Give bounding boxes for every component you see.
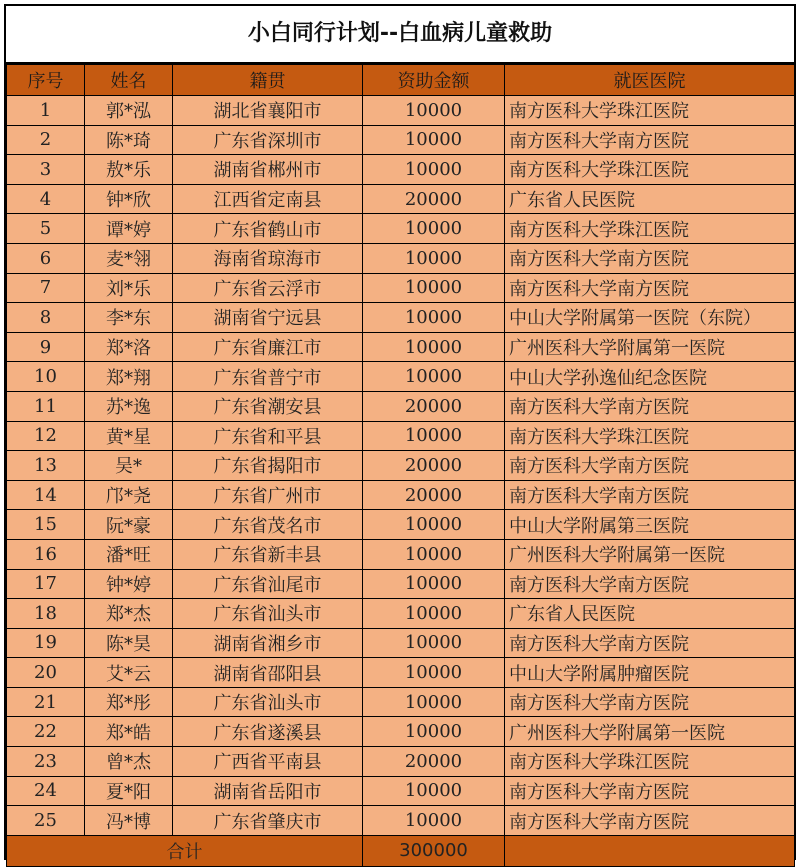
cell-amount: 10000: [363, 243, 505, 273]
table-row: [7, 628, 795, 658]
cell-name: 苏*逸: [85, 391, 173, 421]
cell-hospital: 南方医科大学珠江医院: [505, 421, 795, 451]
cell-index: 13: [7, 451, 85, 481]
cell-name: 艾*云: [85, 658, 173, 688]
table-row: [7, 184, 795, 214]
cell-origin: 广东省廉江市: [173, 332, 363, 362]
cell-hospital: 南方医科大学南方医院: [505, 569, 795, 599]
cell-hospital: 南方医科大学南方医院: [505, 273, 795, 303]
header-name: 姓名: [85, 65, 173, 96]
cell-amount: 10000: [363, 125, 505, 155]
cell-amount: 20000: [363, 391, 505, 421]
cell-name: 陈*昊: [85, 628, 173, 658]
total-empty-cell: [505, 835, 795, 866]
cell-name: 黄*星: [85, 421, 173, 451]
cell-origin: 广东省汕头市: [173, 599, 363, 629]
table-row: [7, 480, 795, 510]
cell-hospital: 南方医科大学珠江医院: [505, 96, 795, 126]
table-row: [7, 658, 795, 688]
cell-amount: 10000: [363, 539, 505, 569]
sheet-title: 小白同行计划--白血病儿童救助: [6, 6, 794, 64]
cell-amount: 10000: [363, 776, 505, 806]
cell-index: 1: [7, 96, 85, 126]
header-hospital: 就医医院: [505, 65, 795, 96]
cell-hospital: 南方医科大学珠江医院: [505, 155, 795, 185]
cell-amount: 10000: [363, 421, 505, 451]
cell-amount: 10000: [363, 658, 505, 688]
cell-amount: 10000: [363, 717, 505, 747]
cell-name: 钟*欣: [85, 184, 173, 214]
cell-index: 7: [7, 273, 85, 303]
cell-amount: 10000: [363, 510, 505, 540]
table-row: [7, 510, 795, 540]
cell-origin: 广东省茂名市: [173, 510, 363, 540]
cell-amount: 10000: [363, 96, 505, 126]
cell-amount: 10000: [363, 332, 505, 362]
header-row: [7, 65, 795, 96]
cell-index: 16: [7, 539, 85, 569]
header-amount: 资助金额: [363, 65, 505, 96]
cell-name: 谭*婷: [85, 214, 173, 244]
cell-hospital: 南方医科大学南方医院: [505, 391, 795, 421]
cell-name: 潘*旺: [85, 539, 173, 569]
cell-origin: 广东省汕头市: [173, 687, 363, 717]
cell-name: 郑*洛: [85, 332, 173, 362]
cell-name: 郑*翔: [85, 362, 173, 392]
cell-origin: 广东省新丰县: [173, 539, 363, 569]
cell-amount: 10000: [363, 569, 505, 599]
cell-origin: 广东省鹤山市: [173, 214, 363, 244]
table-row: [7, 687, 795, 717]
cell-index: 6: [7, 243, 85, 273]
table-row: [7, 273, 795, 303]
cell-name: 邝*尧: [85, 480, 173, 510]
cell-amount: 10000: [363, 806, 505, 836]
table-row: [7, 125, 795, 155]
cell-index: 23: [7, 747, 85, 777]
cell-hospital: 广州医科大学附属第一医院: [505, 539, 795, 569]
cell-amount: 20000: [363, 747, 505, 777]
cell-amount: 10000: [363, 214, 505, 244]
table-row: [7, 332, 795, 362]
cell-origin: 广东省潮安县: [173, 391, 363, 421]
cell-hospital: 中山大学附属肿瘤医院: [505, 658, 795, 688]
cell-index: 9: [7, 332, 85, 362]
cell-origin: 江西省定南县: [173, 184, 363, 214]
cell-origin: 广东省广州市: [173, 480, 363, 510]
table-row: [7, 539, 795, 569]
cell-amount: 10000: [363, 155, 505, 185]
cell-index: 24: [7, 776, 85, 806]
cell-index: 15: [7, 510, 85, 540]
table-row: [7, 806, 795, 836]
cell-amount: 10000: [363, 362, 505, 392]
table-row: [7, 451, 795, 481]
cell-hospital: 南方医科大学南方医院: [505, 125, 795, 155]
cell-name: 冯*博: [85, 806, 173, 836]
cell-index: 3: [7, 155, 85, 185]
cell-amount: 20000: [363, 184, 505, 214]
cell-amount: 10000: [363, 273, 505, 303]
cell-name: 曾*杰: [85, 747, 173, 777]
cell-origin: 广东省肇庆市: [173, 806, 363, 836]
cell-name: 郑*彤: [85, 687, 173, 717]
cell-hospital: 南方医科大学南方医院: [505, 687, 795, 717]
cell-index: 14: [7, 480, 85, 510]
cell-amount: 10000: [363, 628, 505, 658]
cell-origin: 湖南省岳阳市: [173, 776, 363, 806]
cell-name: 陈*琦: [85, 125, 173, 155]
cell-origin: 湖北省襄阳市: [173, 96, 363, 126]
cell-index: 17: [7, 569, 85, 599]
cell-origin: 广东省遂溪县: [173, 717, 363, 747]
cell-hospital: 中山大学孙逸仙纪念医院: [505, 362, 795, 392]
cell-hospital: 南方医科大学南方医院: [505, 243, 795, 273]
table-row: [7, 214, 795, 244]
cell-hospital: 广州医科大学附属第一医院: [505, 332, 795, 362]
cell-amount: 20000: [363, 451, 505, 481]
cell-hospital: 南方医科大学南方医院: [505, 480, 795, 510]
table-row: [7, 303, 795, 333]
cell-origin: 广西省平南县: [173, 747, 363, 777]
cell-origin: 广东省和平县: [173, 421, 363, 451]
cell-origin: 湖南省邵阳县: [173, 658, 363, 688]
cell-origin: 广东省汕尾市: [173, 569, 363, 599]
aid-table: [6, 64, 795, 867]
cell-index: 21: [7, 687, 85, 717]
cell-name: 郑*皓: [85, 717, 173, 747]
cell-hospital: 广东省人民医院: [505, 184, 795, 214]
cell-index: 18: [7, 599, 85, 629]
table-row: [7, 717, 795, 747]
table-row: [7, 96, 795, 126]
cell-origin: 广东省云浮市: [173, 273, 363, 303]
table-row: [7, 569, 795, 599]
cell-hospital: 广东省人民医院: [505, 599, 795, 629]
cell-name: 刘*乐: [85, 273, 173, 303]
cell-hospital: 南方医科大学南方医院: [505, 776, 795, 806]
cell-amount: 10000: [363, 303, 505, 333]
table-row: [7, 155, 795, 185]
cell-index: 25: [7, 806, 85, 836]
total-row: [7, 835, 795, 866]
cell-origin: 广东省普宁市: [173, 362, 363, 392]
cell-index: 19: [7, 628, 85, 658]
total-amount: 300000: [363, 835, 505, 866]
cell-hospital: 中山大学附属第三医院: [505, 510, 795, 540]
cell-hospital: 南方医科大学南方医院: [505, 451, 795, 481]
cell-index: 20: [7, 658, 85, 688]
cell-name: 吴*: [85, 451, 173, 481]
cell-origin: 广东省揭阳市: [173, 451, 363, 481]
spreadsheet: [4, 4, 796, 863]
cell-index: 11: [7, 391, 85, 421]
header-origin: 籍贯: [173, 65, 363, 96]
cell-index: 8: [7, 303, 85, 333]
cell-index: 12: [7, 421, 85, 451]
cell-hospital: 南方医科大学南方医院: [505, 806, 795, 836]
cell-amount: 10000: [363, 599, 505, 629]
cell-hospital: 南方医科大学珠江医院: [505, 747, 795, 777]
cell-origin: 广东省深圳市: [173, 125, 363, 155]
cell-index: 5: [7, 214, 85, 244]
cell-name: 麦*翎: [85, 243, 173, 273]
cell-amount: 10000: [363, 687, 505, 717]
table-row: [7, 243, 795, 273]
cell-hospital: 中山大学附属第一医院（东院）: [505, 303, 795, 333]
table-row: [7, 391, 795, 421]
cell-index: 22: [7, 717, 85, 747]
total-label: 合计: [7, 835, 363, 866]
cell-hospital: 南方医科大学珠江医院: [505, 214, 795, 244]
cell-index: 2: [7, 125, 85, 155]
header-index: 序号: [7, 65, 85, 96]
cell-hospital: 南方医科大学南方医院: [505, 628, 795, 658]
cell-name: 李*东: [85, 303, 173, 333]
cell-name: 钟*婷: [85, 569, 173, 599]
cell-hospital: 广州医科大学附属第一医院: [505, 717, 795, 747]
cell-name: 夏*阳: [85, 776, 173, 806]
cell-name: 郑*杰: [85, 599, 173, 629]
cell-name: 郭*泓: [85, 96, 173, 126]
table-row: [7, 776, 795, 806]
table-row: [7, 599, 795, 629]
table-row: [7, 362, 795, 392]
cell-name: 敖*乐: [85, 155, 173, 185]
cell-origin: 湖南省宁远县: [173, 303, 363, 333]
cell-origin: 海南省琼海市: [173, 243, 363, 273]
table-row: [7, 421, 795, 451]
cell-origin: 湖南省郴州市: [173, 155, 363, 185]
table-row: [7, 747, 795, 777]
cell-index: 4: [7, 184, 85, 214]
cell-amount: 20000: [363, 480, 505, 510]
cell-name: 阮*豪: [85, 510, 173, 540]
cell-origin: 湖南省湘乡市: [173, 628, 363, 658]
cell-index: 10: [7, 362, 85, 392]
